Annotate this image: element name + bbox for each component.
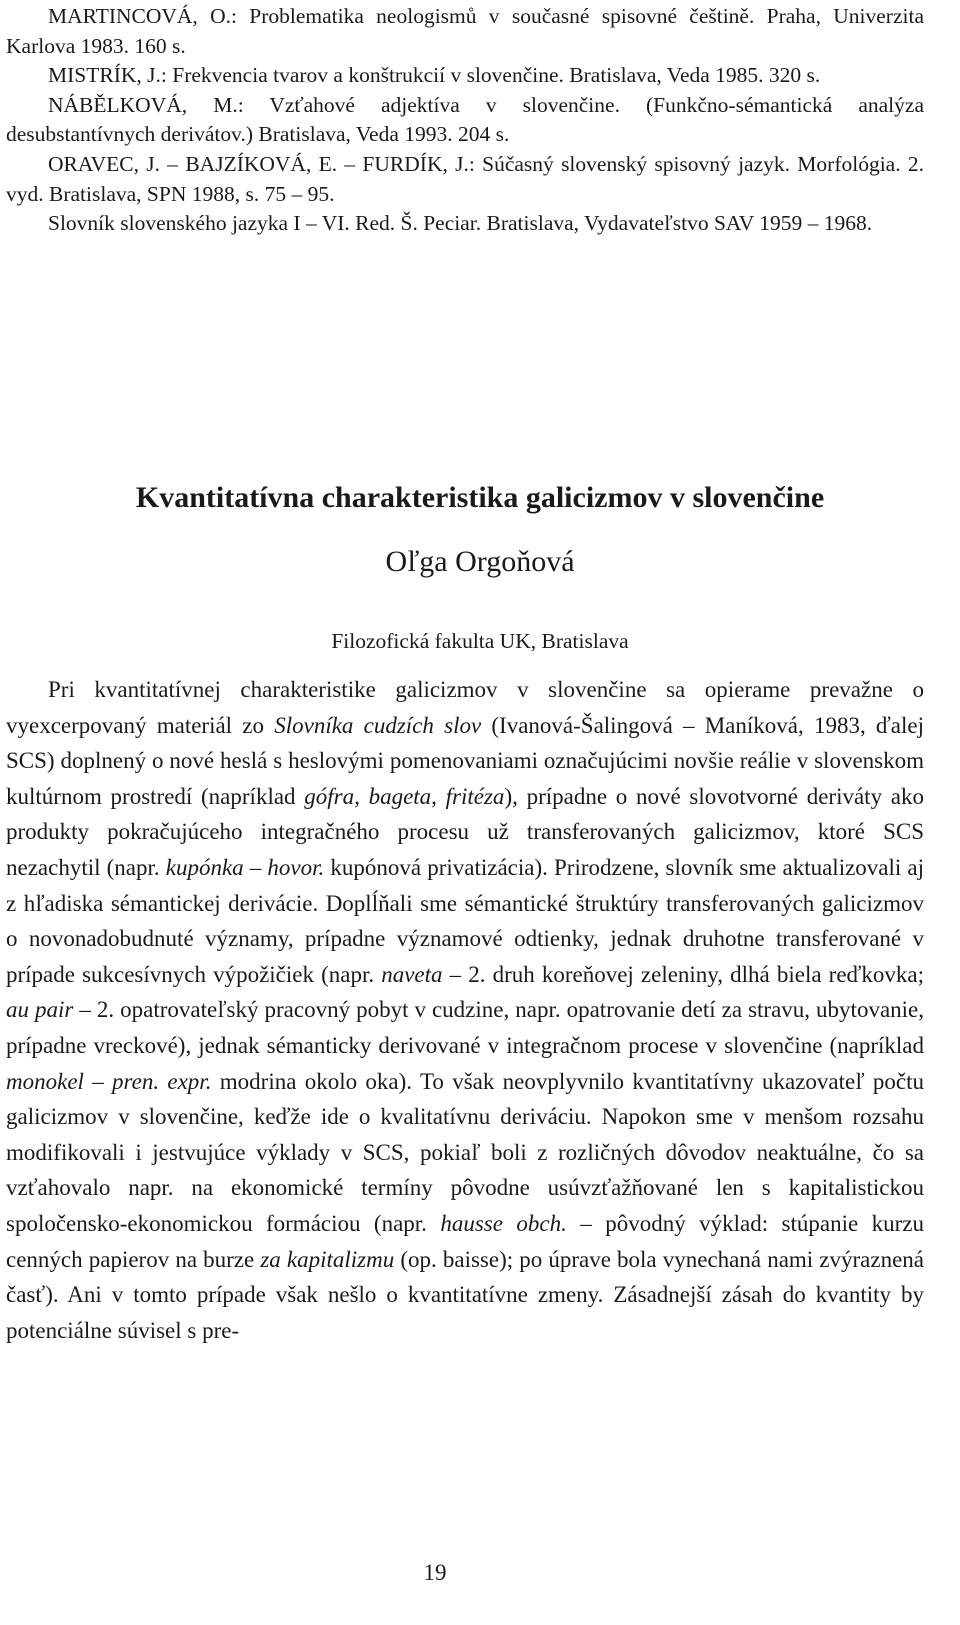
article-title: Kvantitatívna charakteristika galicizmov v slovenčine xyxy=(135,481,825,514)
text-run: – 2. druh koreňovej zeleniny, dlhá biela reďkovka; xyxy=(442,961,924,987)
italic-term: Slovníka cudzích slov xyxy=(274,712,482,738)
italic-term: naveta xyxy=(381,961,443,987)
italic-term: hausse obch. xyxy=(440,1210,567,1236)
text-run: (Ivanová-Šalingová – Maníková, 1983, ďalej SCS) doplnený o nové heslá s heslovými pomenovaniami označujúcimi novšie reálie v slovenskom kultúrnom prostredí (napríklad xyxy=(6,712,924,809)
text-run: modrina okolo oka). To však neovplyvnilo kvantitatívny ukazovateľ počtu galicizmov v slovenčine, keďže ide o kvalitatívnu deriváciu. Napokon sme v menšom rozsahu modifikovali i jestvujúce výklady v SCS, pokiaľ boli z rozličných dôvodov neaktuálne, čo sa vzťahovalo napr. na ekonomické termíny pôvodne usúvzťažňované len s kapitalistickou spoločensko-ekonomickou formáciou (napr. xyxy=(6,1068,924,1236)
reference-item: NÁBĚLKOVÁ, M.: Vzťahové adjektíva v slovenčine. (Funkčno-sémantická analýza desubstantívnych derivátov.) Bratislava, Veda 1993. 204 s. xyxy=(6,92,924,147)
italic-term: gófra, bageta, fritéza xyxy=(304,783,505,809)
reference-item: ORAVEC, J. – BAJZÍKOVÁ, E. – FURDÍK, J.: Súčasný slovenský spisovný jazyk. Morfológia. 2. vyd. Bratislava, SPN 1988, s. 75 – 95. xyxy=(6,151,924,206)
article-author: Oľga Orgoňová xyxy=(385,545,575,578)
page-number: 19 xyxy=(423,1560,447,1585)
reference-item: Slovník slovenského jazyka I – VI. Red. Š. Peciar. Bratislava, Vydavateľstvo SAV 1959 – 1968. xyxy=(48,211,873,236)
italic-term: au pair xyxy=(6,997,74,1023)
italic-term: kupónka – hovor. xyxy=(165,854,325,880)
text-run: (op. baisse); po úprave bola vynechaná nami zvýraznená časť). Ani v tomto prípade však nešlo o kvantitatívne zmeny. Zásadnejší zásah do kvantity by potenciálne súvisel s pre- xyxy=(6,1246,924,1343)
text-run: kupónová privatizácia). Prirodzene, slovník sme aktualizovali aj z hľadiska sémantickej derivácie. Doplĺňali sme sémantické štruktúry transferovaných galicizmov o novonadobudnuté významy, prípadne významové odtienky, jednak druhotne transferované v prípade sukcesívnych výpožičiek (napr. xyxy=(6,854,924,987)
italic-term: za kapitalizmu xyxy=(260,1246,395,1272)
reference-item: MARTINCOVÁ, O.: Problematika neologismů v současné spisovné češtině. Praha, Univerzita Karlova 1983. 160 s. xyxy=(6,4,924,58)
text-run: Pri kvantitatívnej charakteristike galicizmov v slovenčine sa opierame prevažne o vyexcerpovaný materiál zo xyxy=(6,677,924,738)
reference-list xyxy=(6,2,924,239)
reference-item: MISTRÍK, J.: Frekvencia tvarov a konštrukcií v slovenčine. Bratislava, Veda 1985. 320 s. xyxy=(48,63,821,88)
author-affiliation: Filozofická fakulta UK, Bratislava xyxy=(331,629,629,653)
italic-term: monokel – pren. expr. xyxy=(6,1068,212,1094)
text-run: – 2. opatrovateľský pracovný pobyt v cudzine, napr. opatrovanie detí za stravu, ubytovanie, prípadne vreckové), jednak sémanticky derivované v integračnom procese v slovenčine (napríklad xyxy=(6,997,924,1058)
text-run: – pôvodný výklad: stúpanie kurzu cenných papierov na burze xyxy=(6,1210,924,1272)
body-paragraph xyxy=(6,672,924,1348)
text-run: ), prípadne o nové slovotvorné deriváty ako produkty pokračujúceho integračného procesu už transferovaných galicizmov, ktoré SCS nezachytil (napr. xyxy=(6,783,924,880)
